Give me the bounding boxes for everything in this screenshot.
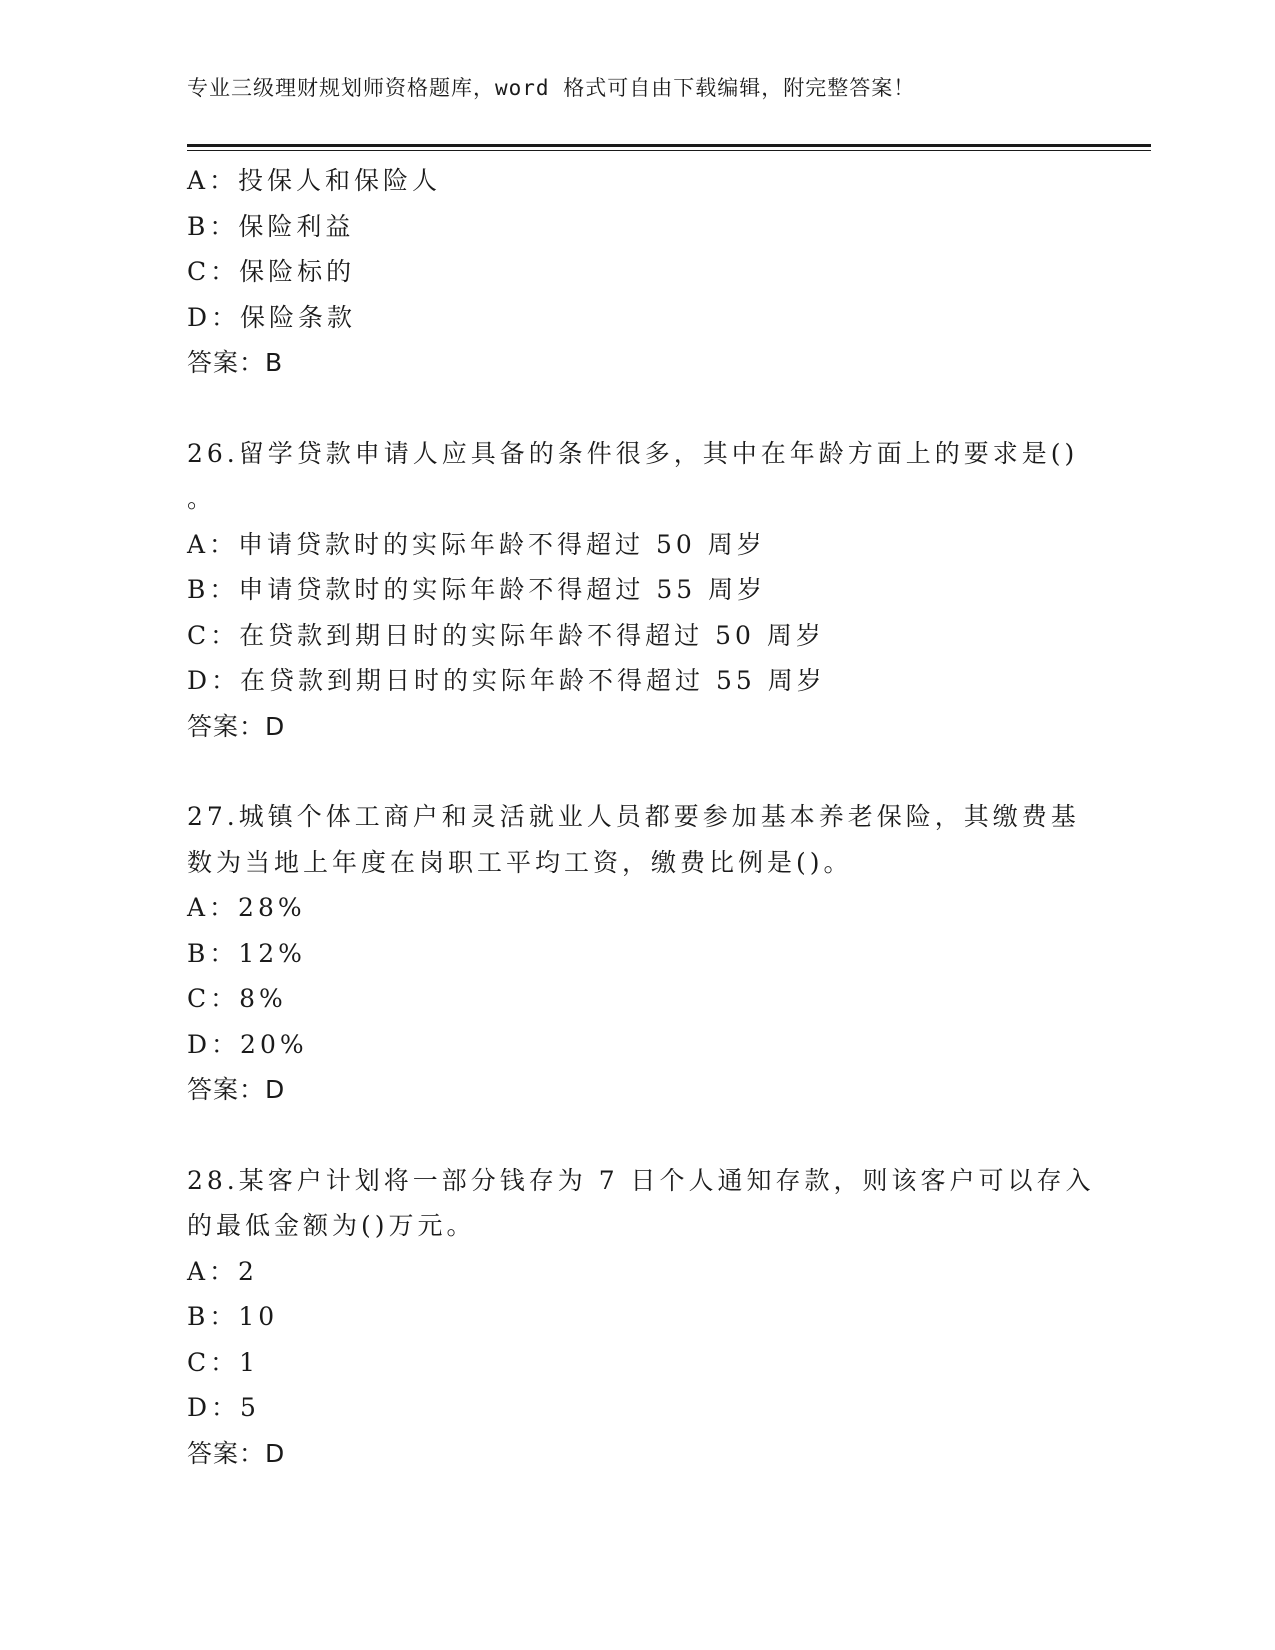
option-d: D：5 xyxy=(187,1393,260,1422)
option-c: C：8% xyxy=(187,984,287,1013)
option-b: B：10 xyxy=(187,1302,279,1331)
question-28 xyxy=(187,1158,1095,1477)
option-b: B：申请贷款时的实际年龄不得超过 55 周岁 xyxy=(187,575,767,604)
answer: 答案：D xyxy=(187,1438,286,1468)
answer: 答案：D xyxy=(187,1075,286,1104)
option-d: D：在贷款到期日时的实际年龄不得超过 55 周岁 xyxy=(187,666,826,695)
question-27 xyxy=(187,794,1087,1113)
question-stem: 的最低金额为()万元。 xyxy=(187,1211,476,1240)
question-stem: 。 xyxy=(187,484,217,513)
question-content xyxy=(187,158,1095,1476)
question-stem: 数为当地上年度在岗职工平均工资，缴费比例是()。 xyxy=(187,847,853,877)
option-d: D：20% xyxy=(187,1029,308,1059)
page-header: 专业三级理财规划师资格题库，word 格式可自由下载编辑，附完整答案！ xyxy=(187,76,916,100)
option-d: D：保险条款 xyxy=(187,302,357,332)
option-c: C：在贷款到期日时的实际年龄不得超过 50 周岁 xyxy=(187,620,825,650)
option-a: A：2 xyxy=(187,1256,258,1286)
option-a: A：投保人和保险人 xyxy=(187,166,442,195)
option-c: C：保险标的 xyxy=(187,257,356,286)
question-stem: 27.城镇个体工商户和灵活就业人员都要参加基本养老保险，其缴费基 xyxy=(187,802,1080,831)
option-b: B：保险利益 xyxy=(187,211,355,241)
header-rule-thin xyxy=(187,150,1151,151)
question-stem: 28.某客户计划将一部分钱存为 7 日个人通知存款，则该客户可以存入 xyxy=(187,1165,1095,1195)
option-c: C：1 xyxy=(187,1347,260,1377)
option-a: A：申请贷款时的实际年龄不得超过 50 周岁 xyxy=(187,529,766,559)
option-a: A：28% xyxy=(187,893,306,922)
answer: 答案：D xyxy=(187,711,286,741)
header-rule-thick xyxy=(187,144,1151,147)
question-26 xyxy=(187,431,1087,750)
answer: 答案：B xyxy=(187,348,284,377)
question-25-continued xyxy=(187,158,1087,386)
question-stem: 26.留学贷款申请人应具备的条件很多，其中在年龄方面上的要求是() xyxy=(187,438,1079,468)
option-b: B：12% xyxy=(187,938,306,968)
